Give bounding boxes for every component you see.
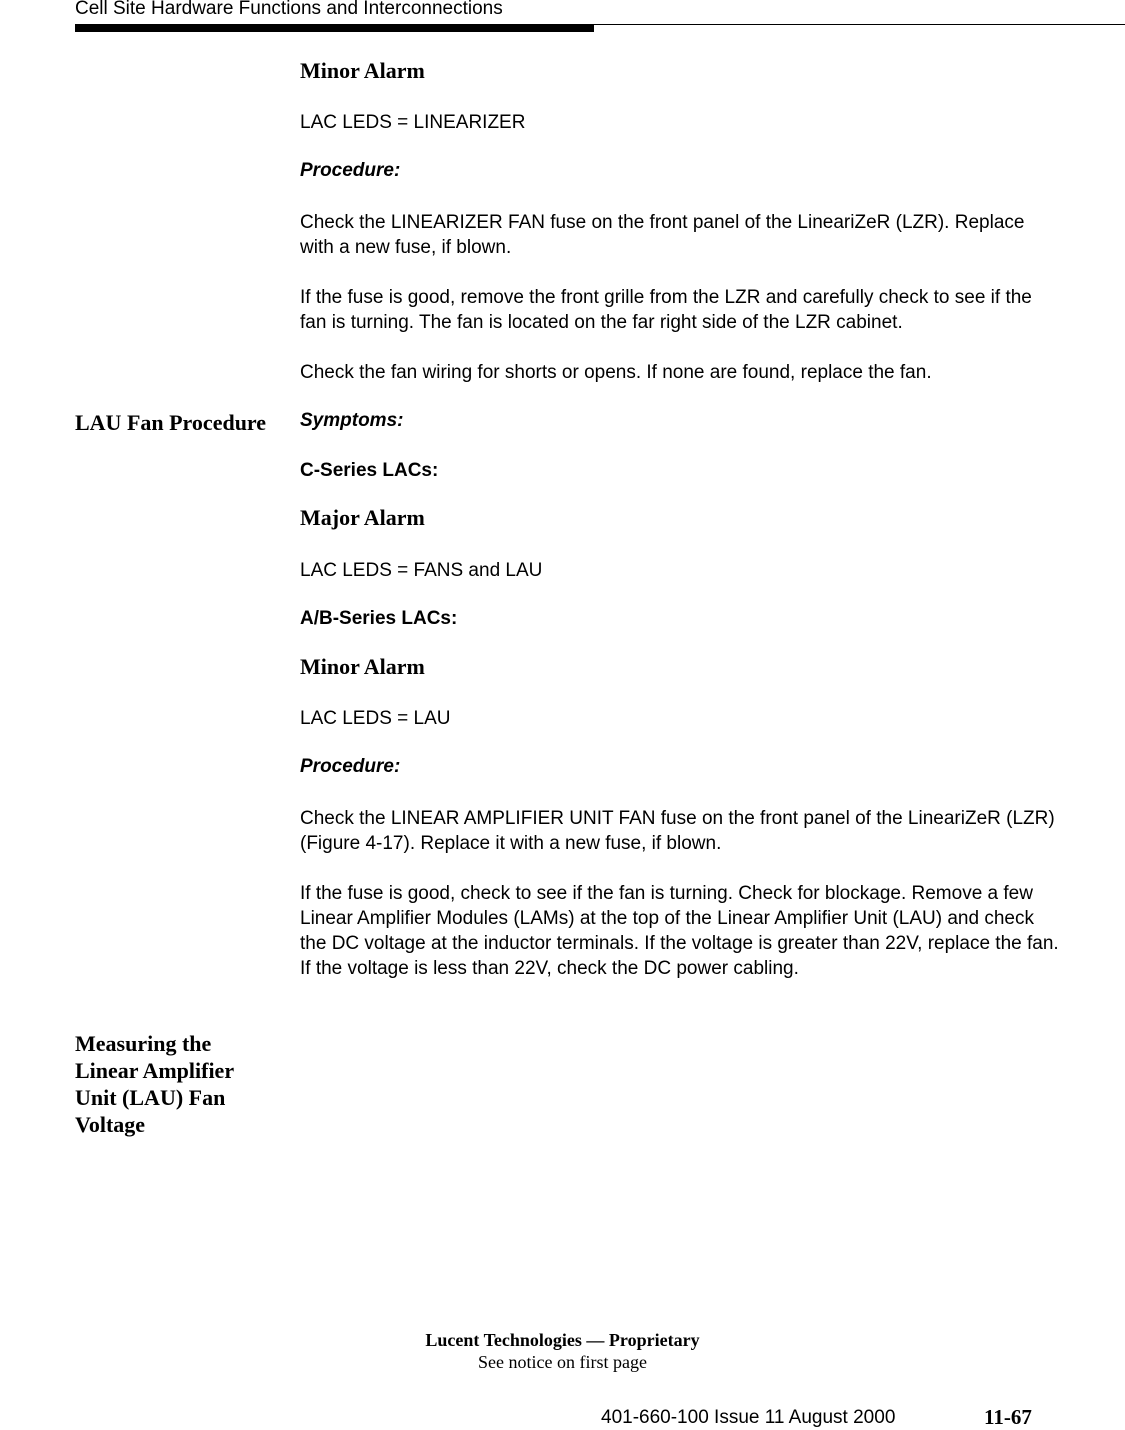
sidehead-measuring-lau-fan-voltage: Measuring the Linear Amplifier Unit (LAU) Fan Voltage: [75, 1031, 234, 1137]
paragraph-check-lau-fuse: Check the LINEAR AMPLIFIER UNIT FAN fuse on the front panel of the LineariZeR (LZR) (Figure 4-17). Replace it with a new fuse, if blown.: [300, 808, 1055, 854]
page-number: 11-67: [984, 1405, 1032, 1429]
minor-alarm-heading: Minor Alarm: [300, 58, 425, 83]
symptoms-label: Symptoms:: [300, 410, 404, 431]
major-alarm-heading: Major Alarm: [300, 505, 425, 530]
header-rule-bar: [75, 24, 594, 32]
paragraph-check-wiring: Check the fan wiring for shorts or opens. If none are found, replace the fan.: [300, 362, 932, 383]
paragraph-fuse-good-grille: If the fuse is good, remove the front grille from the LZR and carefully check to see if the fan is turning. The fan is located on the far right side of the LZR cabinet.: [300, 287, 1032, 333]
lac-leds-linearizer-text: LAC LEDS = LINEARIZER: [300, 112, 526, 133]
footer-issue: 401-660-100 Issue 11 August 2000: [601, 1407, 896, 1428]
sidehead-lau-fan-procedure: LAU Fan Procedure: [75, 410, 267, 435]
lac-leds-fans-lau-text: LAC LEDS = FANS and LAU: [300, 560, 543, 581]
footer-company: Lucent Technologies — Proprietary: [425, 1330, 700, 1350]
paragraph-check-linearizer-fuse: Check the LINEARIZER FAN fuse on the front panel of the LineariZeR (LZR). Replace with a new fuse, if blown.: [300, 212, 1025, 258]
header-title: Cell Site Hardware Functions and Interconnections: [75, 0, 503, 19]
c-series-lacs-label: C-Series LACs:: [300, 460, 439, 481]
paragraph-fuse-good-blockage: If the fuse is good, check to see if the fan is turning. Check for blockage. Remove a few Linear Amplifier Modules (LAMs) at the top of the Linear Amplifier Unit (LAU) and check the DC voltage at the inductor terminals. If the voltage is greater than 22V, replace the fan. If the voltage is less than 22V, check the DC power cabling.: [300, 883, 1059, 979]
footer-notice: See notice on first page: [478, 1352, 647, 1372]
procedure-label-2: Procedure:: [300, 756, 401, 777]
ab-series-lacs-label: A/B-Series LACs:: [300, 608, 458, 629]
minor-alarm-heading-2: Minor Alarm: [300, 654, 425, 679]
lac-leds-lau-text: LAC LEDS = LAU: [300, 708, 451, 729]
procedure-label: Procedure:: [300, 160, 401, 181]
